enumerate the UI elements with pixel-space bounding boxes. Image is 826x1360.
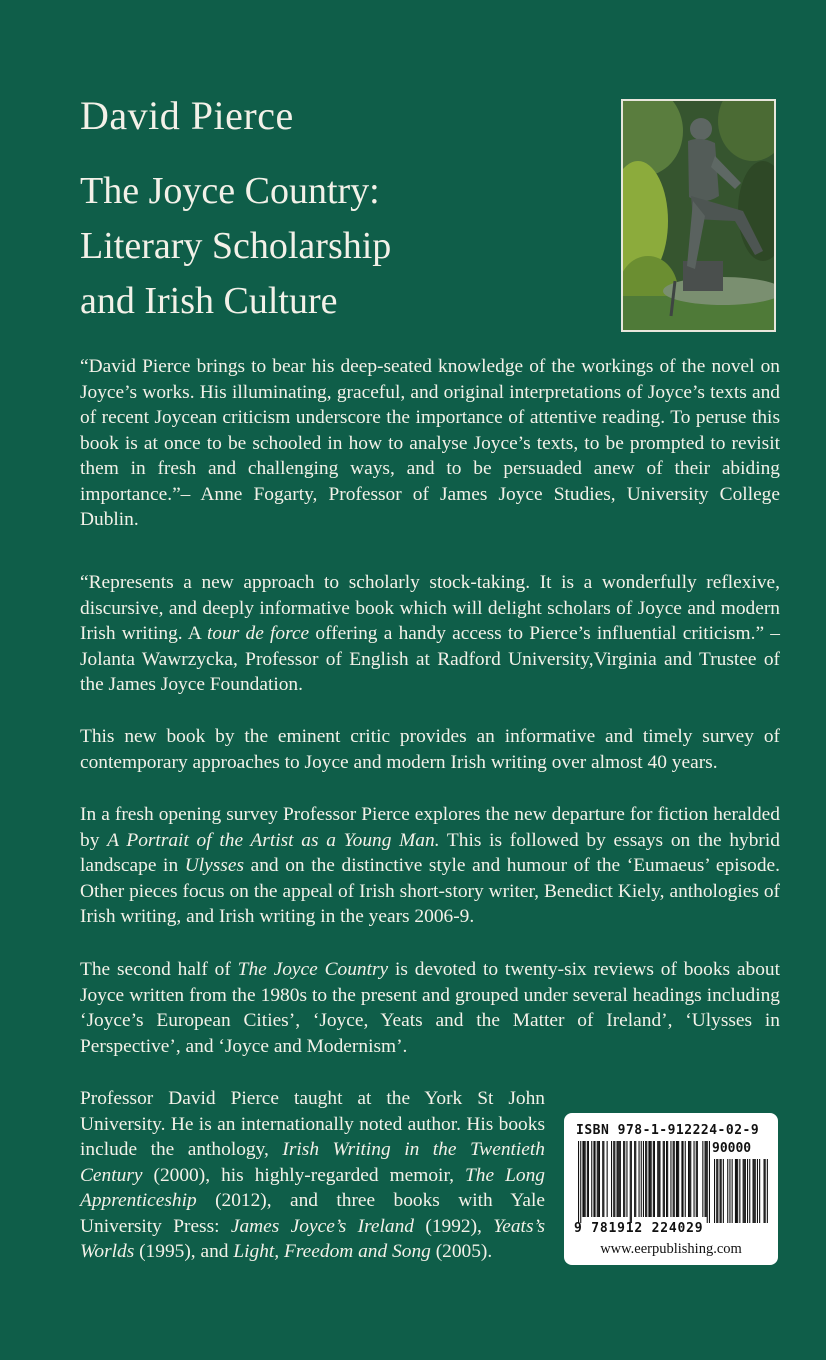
barcode-addon-bar — [723, 1159, 724, 1223]
italic-title-text: Yeats’s Worlds — [80, 1215, 545, 1262]
author-name: David Pierce — [80, 93, 294, 138]
barcode-addon-bar — [716, 1159, 717, 1223]
italic-title-text: A Portrait of the Artist as a Young Man. — [107, 829, 440, 851]
paragraph-text: (2012), and three books with Yale University Press: — [80, 1190, 545, 1237]
barcode-bar — [670, 1141, 671, 1217]
barcode-bar — [623, 1141, 624, 1217]
barcode-bar — [666, 1141, 667, 1217]
barcode-bar — [650, 1141, 651, 1217]
barcode-addon-bar — [759, 1159, 760, 1223]
title-line: Literary Scholarship — [80, 225, 392, 267]
barcode-bar — [578, 1141, 579, 1223]
contents-summary — [80, 802, 780, 930]
barcode-bar — [591, 1141, 592, 1217]
barcode-bar — [634, 1141, 635, 1217]
barcode-addon-bar — [743, 1159, 744, 1223]
barcode-addon-bar — [744, 1159, 745, 1223]
paragraph-text: (2000), his highly-regarded memoir, — [142, 1164, 465, 1186]
review-quote-wawrzycka — [80, 570, 780, 698]
barcode-addon-bar — [735, 1159, 736, 1223]
barcode-digits: 9 781912 224029 — [574, 1221, 704, 1236]
barcode-bar — [678, 1141, 679, 1217]
barcode-addon-bar — [739, 1159, 740, 1223]
italic-title-text: Irish Writing in the Twentieth Century — [80, 1139, 545, 1186]
barcode-bar — [611, 1141, 612, 1217]
barcode-bar — [639, 1141, 640, 1217]
italic-title-text: Light, Freedom and Song — [233, 1241, 431, 1262]
barcode-bar — [663, 1141, 664, 1217]
barcode-bar — [707, 1141, 708, 1223]
barcode-bar — [635, 1141, 636, 1217]
barcode-bar — [651, 1141, 652, 1217]
barcode-bar — [624, 1141, 625, 1217]
barcode-bar — [597, 1141, 598, 1217]
italic-title-text: tour de force — [206, 623, 310, 644]
italic-title-text: The Joyce Country — [237, 959, 389, 980]
barcode-addon-bar — [767, 1159, 768, 1223]
barcode-addon-bar — [717, 1159, 718, 1223]
paragraph-text: This new book by the eminent critic provides an informative and timely survey of contemporary approaches to Joyce and modern Irish writing over almost 40 years. — [80, 726, 780, 773]
barcode-bar — [696, 1141, 697, 1217]
barcode-addon-bar — [747, 1159, 748, 1223]
barcode-bar — [667, 1141, 668, 1217]
barcode-bar — [653, 1141, 654, 1217]
barcode-bar — [584, 1141, 585, 1217]
barcode-bar — [646, 1141, 647, 1217]
paragraph-text: (1992), — [414, 1215, 494, 1237]
barcode-bar — [677, 1141, 678, 1217]
barcode-bar — [599, 1141, 600, 1217]
barcode-addon-bar — [727, 1159, 728, 1223]
barcode-bar — [607, 1141, 608, 1217]
barcode-bar — [613, 1141, 614, 1217]
barcode-bar — [580, 1141, 581, 1223]
barcode-bar — [585, 1141, 586, 1217]
barcode-bar — [588, 1141, 589, 1217]
isbn-label: ISBN 978-1-912224-02-9 — [576, 1123, 760, 1138]
barcode-bar — [702, 1141, 703, 1217]
barcode-bar — [641, 1141, 642, 1217]
barcode-bar — [709, 1141, 710, 1223]
paragraph-text: “Represents a new approach to scholarly stock-taking. It is a wonderfully reflexive, discursive, and deeply informative book which will delight scholars of Joyce and modern Irish writing. A — [80, 572, 780, 644]
book-description — [80, 724, 780, 775]
barcode-bar — [697, 1141, 698, 1217]
barcode-addon: 90000 — [712, 1141, 752, 1156]
review-quote-fogarty — [80, 354, 780, 533]
barcode-bar — [674, 1141, 675, 1217]
barcode-bar — [582, 1141, 583, 1217]
barcode-bar — [619, 1141, 620, 1217]
barcode-bar — [630, 1141, 631, 1223]
barcode-bar — [688, 1141, 689, 1217]
paragraph-text: This is followed by essays on the hybrid landscape in — [80, 829, 780, 876]
barcode-addon-bar — [755, 1159, 756, 1223]
barcode-addon-bar — [732, 1159, 733, 1223]
barcode-addon-bar — [765, 1159, 766, 1223]
paragraph-text: Professor David Pierce taught at the York St John University. He is an internationally noted author. His books include the anthology, — [80, 1088, 545, 1160]
barcode-bar — [595, 1141, 596, 1217]
publisher-url: www.eerpublishing.com — [600, 1241, 742, 1257]
barcode-bar — [626, 1141, 627, 1217]
title-line: The Joyce Country: — [80, 170, 380, 212]
barcode-bar — [664, 1141, 665, 1217]
paragraph-text: In a fresh opening survey Professor Pierce explores the new departure for fiction heralded by — [80, 804, 780, 851]
barcode-bar — [617, 1141, 618, 1217]
barcode-addon-bar — [745, 1159, 746, 1223]
paragraph-text: “David Pierce brings to bear his deep-seated knowledge of the workings of the novel on Joyce’s works. His illuminating, graceful, and original interpretations of Joyce’s texts and of recent Joycean criticism underscore the importance of attentive reading. To peruse this book is at once to be schooled in how to analyse Joyce’s texts, to be prompted to revisit them in fresh and challenging ways, and to be persuaded anew of their abiding importance.”– Anne Fogarty, Professor of James Joyce Studies, University College Dublin. — [80, 356, 780, 530]
barcode-addon-bar — [753, 1159, 754, 1223]
barcode-bar — [658, 1141, 659, 1217]
barcode-addon-bar — [757, 1159, 758, 1223]
barcode-bar — [673, 1141, 674, 1217]
barcode-bar — [631, 1141, 632, 1223]
barcode-bar — [648, 1141, 649, 1217]
italic-title-text: The Long Apprenticeship — [80, 1164, 545, 1211]
barcode-bar — [705, 1141, 706, 1217]
barcode-bar — [593, 1141, 594, 1217]
barcode-bar — [706, 1141, 707, 1217]
italic-title-text: James Joyce’s Ireland — [230, 1215, 415, 1237]
barcode-bar — [598, 1141, 599, 1217]
paragraph-text: (1995), and — [134, 1241, 234, 1262]
barcode-addon-bar — [714, 1159, 715, 1223]
reviews-summary — [80, 957, 780, 1059]
barcode-addon-bar — [736, 1159, 737, 1223]
barcode-bar — [618, 1141, 619, 1217]
barcode-bar — [587, 1141, 588, 1217]
title-line: and Irish Culture — [80, 280, 338, 322]
barcode-bar — [614, 1141, 615, 1217]
barcode-addon-bar — [749, 1159, 750, 1223]
barcode-bar — [657, 1141, 658, 1217]
paragraph-text: offering a handy access to Pierce’s influential criticism.” – Jolanta Wawrzycka, Professor of English at Radford University,Virginia and Trustee of the James Joyce Foundation. — [80, 623, 780, 695]
barcode-bar — [681, 1141, 682, 1217]
paragraph-text: The second half of — [80, 959, 238, 980]
paragraph-text: (2005). — [430, 1241, 493, 1262]
paragraph-text: and on the distinctive style and humour of the ‘Eumaeus’ episode. Other pieces focus on the appeal of Irish short-story writer, Benedict Kiely, anthologies of Irish writing, and Irish writing in the years 2006-9. — [80, 855, 780, 927]
statue-photo — [621, 99, 776, 332]
book-title — [80, 164, 580, 329]
barcode-bar — [643, 1141, 644, 1217]
barcode-bar — [685, 1141, 686, 1217]
barcode-bar — [620, 1141, 621, 1217]
paragraph-text: is devoted to twenty-six reviews of books about Joyce written from the 1980s to the present and grouped under several headings including ‘Joyce’s European Cities’, ‘Joyce, Yeats and the Matter of Ireland’, ‘Ulysses in Perspective’, and ‘Joyce and Modernism’. — [80, 959, 780, 1057]
barcode-addon-bar — [754, 1159, 755, 1223]
barcode-addon-bar — [720, 1159, 721, 1223]
barcode-bar — [603, 1141, 604, 1217]
barcode-bar — [676, 1141, 677, 1217]
barcode-addon-bar — [729, 1159, 730, 1223]
barcode-bar — [689, 1141, 690, 1217]
barcode-bar — [645, 1141, 646, 1217]
barcode-addon-bar — [737, 1159, 738, 1223]
barcode-addon-bar — [721, 1159, 722, 1223]
barcode-bar — [683, 1141, 684, 1217]
barcode-bar — [694, 1141, 695, 1217]
isbn-barcode — [564, 1113, 778, 1265]
author-bio — [80, 1086, 545, 1265]
barcode-bar — [690, 1141, 691, 1217]
barcode-bar — [654, 1141, 655, 1217]
barcode-bar — [659, 1141, 660, 1217]
italic-title-text: Ulysses — [184, 855, 244, 876]
barcode-addon-bar — [764, 1159, 765, 1223]
barcode-bar — [602, 1141, 603, 1217]
